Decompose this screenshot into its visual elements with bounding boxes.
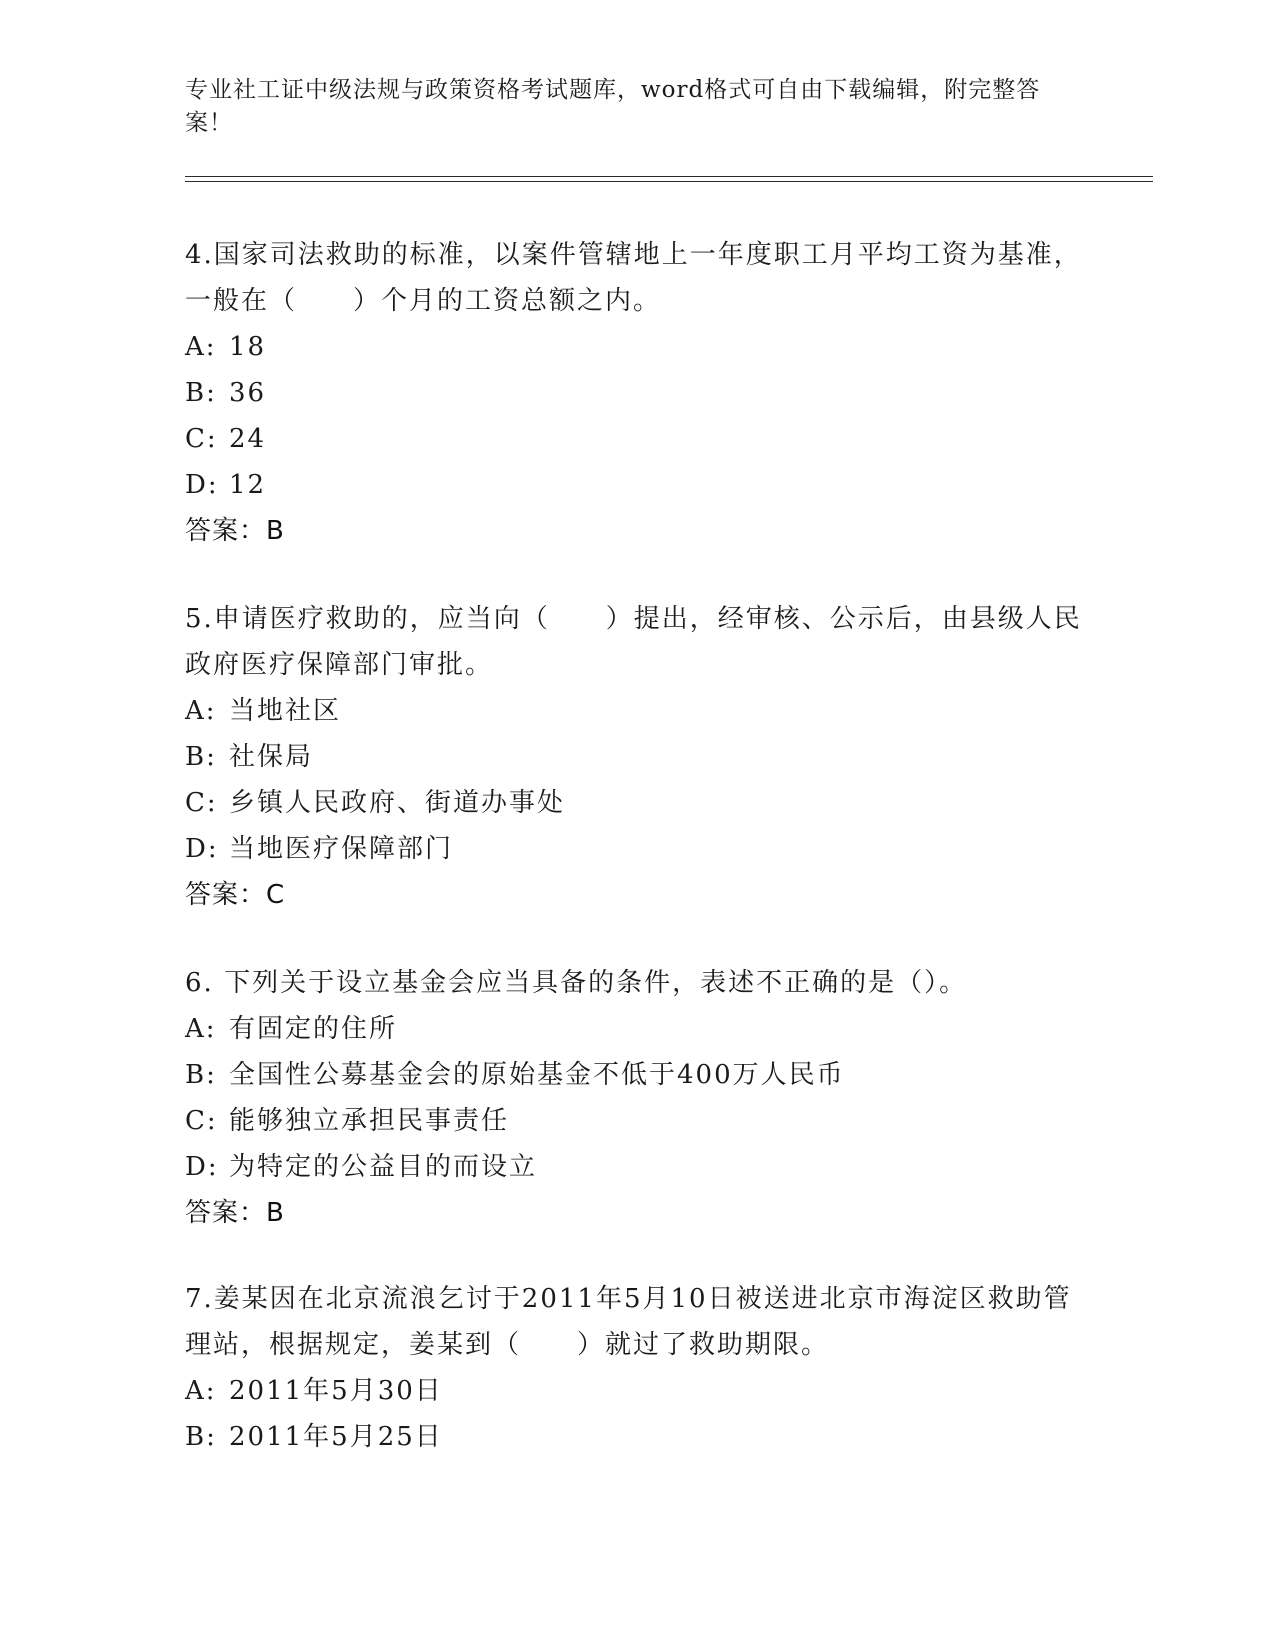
option-letter: D: [185,1152,219,1182]
option-text: 18 [229,332,267,362]
option-b [185,1414,1085,1460]
answer-line: 答案：B [185,1198,285,1228]
option-letter: B: [185,1060,217,1090]
question-stem: 5.申请医疗救助的，应当向（ ）提出，经审核、公示后，由县级人民政府医疗保障部门审批。 [185,604,1082,680]
header-divider-top [185,176,1153,177]
option-letter: A: [185,332,217,362]
option-text: 全国性公募基金会的原始基金不低于400万人民币 [229,1060,845,1090]
option-a [185,688,1085,734]
option-text: 乡镇人民政府、街道办事处 [229,788,566,818]
option-d [185,462,1085,508]
answer-line: 答案：B [185,516,285,546]
option-b [185,370,1085,416]
option-d [185,826,1085,872]
option-text: 有固定的住所 [229,1014,398,1044]
option-letter: A: [185,1014,217,1044]
option-letter: C: [185,788,218,818]
option-text: 12 [229,470,267,500]
question-6 [185,960,1085,1236]
option-letter: B: [185,1422,217,1452]
option-letter: D: [185,834,219,864]
option-text: 社保局 [229,742,314,772]
option-text: 24 [229,424,267,454]
option-c [185,780,1085,826]
option-text: 为特定的公益目的而设立 [229,1152,538,1182]
question-4 [185,232,1085,554]
option-letter: C: [185,424,218,454]
option-letter: A: [185,1376,217,1406]
question-5 [185,596,1085,918]
option-text: 能够独立承担民事责任 [229,1106,510,1136]
answer-line: 答案：C [185,880,286,910]
option-text: 2011年5月25日 [229,1422,443,1452]
document-header-note: 专业社工证中级法规与政策资格考试题库，word格式可自由下载编辑，附完整答案！ [185,77,1041,136]
option-text: 当地医疗保障部门 [229,834,454,864]
header-divider-bottom [185,181,1153,182]
question-stem: 6. 下列关于设立基金会应当具备的条件，表述不正确的是（）。 [185,968,968,998]
option-b [185,734,1085,780]
option-a [185,1368,1085,1414]
option-b [185,1052,1085,1098]
option-c [185,416,1085,462]
option-a [185,1006,1085,1052]
option-letter: D: [185,470,219,500]
question-stem: 4.国家司法救助的标准，以案件管辖地上一年度职工月平均工资为基准，一般在（ ）个月的工资总额之内。 [185,240,1082,316]
option-letter: C: [185,1106,218,1136]
option-text: 36 [229,378,267,408]
option-text: 当地社区 [229,696,342,726]
option-letter: A: [185,696,217,726]
option-text: 2011年5月30日 [229,1376,443,1406]
option-d [185,1144,1085,1190]
question-7 [185,1276,1085,1460]
question-stem: 7.姜某因在北京流浪乞讨于2011年5月10日被送进北京市海淀区救助管理站，根据规定，姜某到（ ）就过了救助期限。 [185,1284,1072,1360]
option-letter: B: [185,378,217,408]
option-letter: B: [185,742,217,772]
option-a [185,324,1085,370]
option-c [185,1098,1085,1144]
